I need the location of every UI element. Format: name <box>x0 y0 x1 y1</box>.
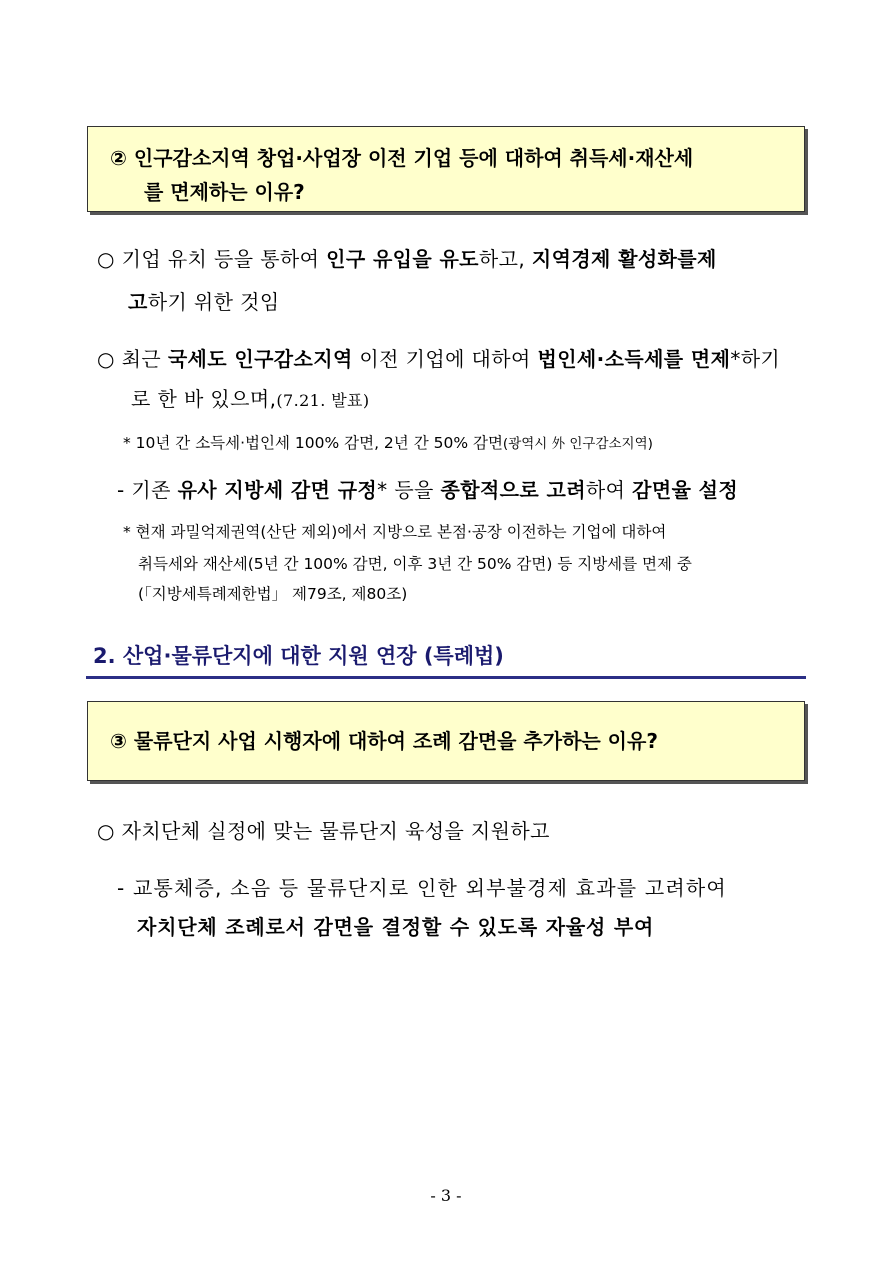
text-run: 기업 유치 등을 통하여 <box>114 247 327 271</box>
date-note: (7.21. 발표) <box>276 391 370 410</box>
bold-run: 인구 유입을 유도 <box>326 247 479 271</box>
text-run: 최근 <box>114 347 168 371</box>
page-number: - 3 - <box>430 1186 462 1205</box>
circle-bullet: ○ <box>97 247 115 271</box>
text-run: * 등을 <box>377 478 441 502</box>
bold-run: 감면율 설정 <box>632 478 739 502</box>
answer-2-line2 <box>131 383 370 412</box>
question-3-text: ③ 물류단지 사업 시행자에 대하여 조례 감면을 추가하는 이유? <box>110 729 658 753</box>
bold-run: 지역경제 활성화를제 <box>531 247 717 271</box>
answer-2-line1 <box>97 343 780 372</box>
text-run: * 10년 간 소득세·법인세 100% 감면, 2년 간 50% 감면 <box>123 434 503 452</box>
footnote-2-line3: (「지방세특례제한법」 제79조, 제80조) <box>138 585 408 603</box>
answer-3: ○ 자치단체 실정에 맞는 물류단지 육성을 지원하고 <box>97 819 550 843</box>
text-run: 로 한 바 있으며, <box>131 387 277 411</box>
bold-run: 고 <box>128 290 148 314</box>
text-run: *하기 <box>730 347 781 371</box>
question-2-line2: 를 면제하는 이유? <box>144 180 305 204</box>
bold-run: 법인세·소득세를 면제 <box>537 347 731 371</box>
dash-item-1 <box>117 474 738 503</box>
bold-run: 유사 지방세 감면 규정 <box>177 478 378 502</box>
question-2-line1: ② 인구감소지역 창업·사업장 이전 기업 등에 대하여 취득세·재산세 <box>110 146 694 170</box>
text-run: 하기 위한 것임 <box>147 290 280 314</box>
footnote-1 <box>123 431 653 453</box>
footnote-2-line2: 취득세와 재산세(5년 간 100% 감면, 이후 3년 간 50% 감면) 등 지방세를 면제 중 <box>138 555 692 573</box>
text-run: - 기존 <box>117 478 178 502</box>
section-2-title: 2. 산업·물류단지에 대한 지원 연장 (특례법) <box>93 644 504 668</box>
bold-run: 종합적으로 고려 <box>440 478 586 502</box>
dash-item-2-line2: 자치단체 조례로서 감면을 결정할 수 있도록 자율성 부여 <box>137 915 655 939</box>
question-box-2 <box>87 126 805 212</box>
text-run: 이전 기업에 대하여 <box>352 347 538 371</box>
answer-1-line2 <box>128 286 280 315</box>
question-box-3 <box>87 701 805 781</box>
text-run: 하여 <box>585 478 633 502</box>
footnote-2-line1: * 현재 과밀억제권역(산단 제외)에서 지방으로 본점·공장 이전하는 기업에 대하여 <box>123 523 667 541</box>
section-divider <box>86 676 806 679</box>
small-run: (광역시 外 인구감소지역) <box>502 436 653 452</box>
text-run: 하고, <box>478 247 532 271</box>
bold-run: 국세도 인구감소지역 <box>167 347 353 371</box>
dash-item-2-line1: - 교통체증, 소음 등 물류단지로 인한 외부불경제 효과를 고려하여 <box>117 876 727 900</box>
circle-bullet: ○ <box>97 347 115 371</box>
answer-1-line1 <box>97 243 717 272</box>
